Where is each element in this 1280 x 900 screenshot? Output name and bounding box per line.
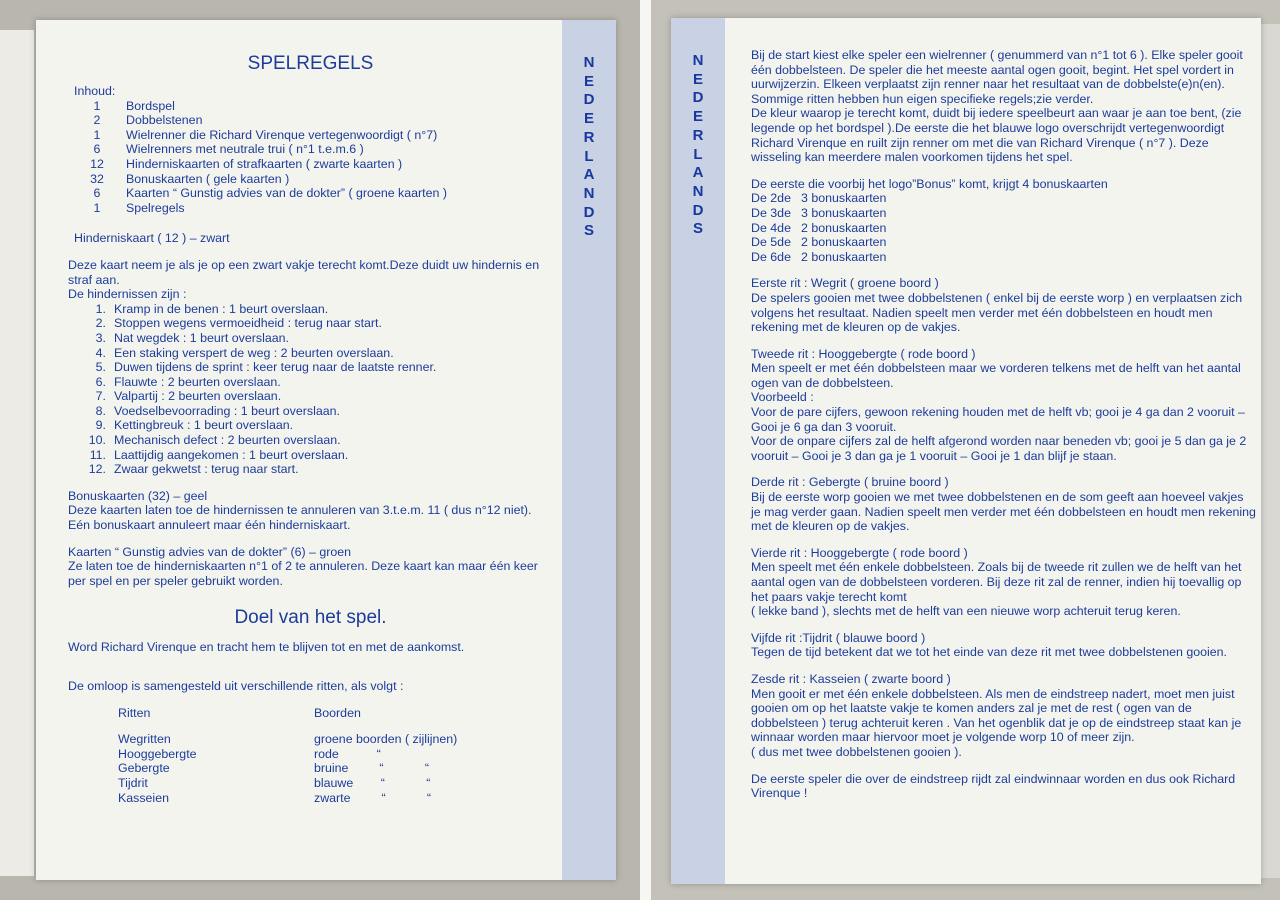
rit4-heading: Vierde rit : Hooggebergte ( rode boord ) — [751, 545, 968, 560]
rit-row — [68, 776, 553, 791]
rit-name: Kasseien — [118, 790, 169, 805]
hindernis-row — [68, 302, 553, 317]
hindernis-number: 5. — [95, 360, 106, 375]
rit2-voorbeeld: Voorbeeld : — [751, 390, 814, 405]
language-strip — [671, 18, 725, 884]
hindernis-row — [68, 433, 553, 448]
inhoud-row — [68, 113, 553, 128]
language-strip — [562, 20, 616, 880]
rit-boord: zwarte “ “ — [314, 790, 432, 805]
hindernis-item: Duwen tijdens de sprint : keer terug naar de laatste renner. — [114, 360, 437, 375]
side-label: N E D E R L A N D S — [583, 54, 595, 240]
inhoud-item: Wielrenner die Richard Virenque vertegenwoordigt ( n°7) — [126, 127, 438, 142]
hindernis-number: 8. — [95, 403, 106, 418]
hindernis-item: Nat wegdek : 1 beurt overslaan. — [114, 330, 289, 345]
inhoud-item: Kaarten “ Gunstig advies van de dokter” ( groene kaarten ) — [126, 186, 447, 201]
hindernis-row — [68, 375, 553, 390]
bonus-text: Deze kaarten laten toe de hindernissen te annuleren van 3.t.e.m. 11 ( dus n°12 niet). Eén bonuskaart annuleert maar één hinderniskaart. — [68, 503, 532, 533]
hindernis-number: 11. — [89, 447, 106, 462]
rit-boord: blauwe “ “ — [314, 775, 431, 790]
boorden-header: Boorden — [314, 705, 361, 720]
page-title: SPELREGELS — [247, 53, 374, 74]
hindernis-heading: Hinderniskaart ( 12 ) – zwart — [74, 231, 230, 246]
rit6-text-2: ( dus met twee dobbelstenen gooien ). — [751, 744, 962, 759]
rit4-text: Men speelt met één enkele dobbelsteen. Zoals bij de tweede rit zullen we de helft van het aantal ogen van de dobbelsteen vorderen. Bij deze rit zal de renner, indien hij toevallig op het paars vakje terecht komt — [751, 560, 1242, 604]
rit6-heading: Zesde rit : Kasseien ( zwarte boord ) — [751, 671, 951, 686]
inhoud-row — [68, 172, 553, 187]
rit3-text: Bij de eerste worp gooien we met twee dobbelstenen en de som geeft aan hoeveel vakjes je mag verder gaan. Nadien speelt men verder met één dobbelsteen en houdt men rekening met de kleuren op de vakjes. — [751, 490, 1256, 534]
rit-boord: groene boorden ( zijlijnen) — [314, 732, 458, 747]
rit6-text: Men gooit er met één enkele dobbelsteen. Als men de eindstreep nadert, moet men juist gooien om op het laatste vakje te komen anders zal je met de rest ( ogen van de dobbelsteen ) terug achteruit keren . Van het ogenblik dat je op de eindstreep staat kan je winnaar worden maar hiervoor moet je volgende worp 10 of meer zijn. — [751, 686, 1242, 745]
hindernis-item: Voedselbevoorrading : 1 beurt overslaan. — [114, 403, 340, 418]
rit-boord: rode “ — [314, 746, 381, 761]
left-page-content — [68, 48, 553, 805]
rit5-heading: Vijfde rit :Tijdrit ( blauwe boord ) — [751, 630, 926, 645]
hindernis-item: Een staking verspert de weg : 2 beurten overslaan. — [114, 345, 394, 360]
inhoud-qty: 32 — [90, 171, 104, 186]
inhoud-item: Hinderniskaarten of strafkaarten ( zwarte kaarten ) — [126, 156, 403, 171]
hindernis-row — [68, 331, 553, 346]
inhoud-row — [68, 99, 553, 114]
hindernis-number: 6. — [95, 374, 106, 389]
hindernis-row — [68, 462, 553, 477]
hindernis-row — [68, 448, 553, 463]
inhoud-item: Dobbelstenen — [126, 113, 203, 128]
inhoud-row — [68, 186, 553, 201]
inhoud-item: Spelregels — [126, 200, 185, 215]
inhoud-row — [68, 142, 553, 157]
dokter-heading: Kaarten “ Gunstig advies van de dokter” (6) – groen — [68, 544, 352, 559]
hindernis-number: 1. — [95, 301, 106, 316]
bonus-row — [751, 206, 1256, 221]
inhoud-qty: 6 — [93, 186, 101, 201]
hindernis-row — [68, 346, 553, 361]
bonus-cards: 2 bonuskaarten — [801, 235, 887, 250]
ritten-header: Ritten — [118, 705, 151, 720]
hindernis-item: Stoppen wegens vermoeidheid : terug naar start. — [114, 316, 382, 331]
hindernis-item: Kettingbreuk : 1 beurt overslaan. — [114, 418, 294, 433]
inhoud-label: Inhoud: — [74, 84, 116, 98]
right-photo — [651, 0, 1280, 900]
inhoud-qty: 1 — [93, 127, 101, 142]
bonus-heading: Bonuskaarten (32) – geel — [68, 488, 208, 503]
outro-text: De eerste speler die over de eindstreep rijdt zal eindwinnaar worden en dus ook Richard Virenque ! — [751, 771, 1236, 801]
doel-title: Doel van het spel. — [234, 607, 387, 629]
hindernis-number: 12. — [88, 462, 106, 477]
rit5-text: Tegen de tijd betekent dat we tot het einde van deze rit met twee dobbelstenen gooien. — [751, 645, 1227, 660]
omloop-text: De omloop is samengesteld uit verschillende ritten, als volgt : — [68, 679, 404, 693]
hindernis-item: Kramp in de benen : 1 beurt overslaan. — [114, 301, 329, 316]
hindernis-item: Flauwte : 2 beurten overslaan. — [114, 374, 281, 389]
rit2-paar: Voor de pare cijfers, gewoon rekening houden met de helft vb; gooi je 4 ga dan 2 vooruit – Gooi je 6 ga dan 3 vooruit. — [751, 405, 1245, 434]
inhoud-row — [68, 128, 553, 143]
photo-divider — [640, 0, 651, 900]
side-label: N E D E R L A N D S — [692, 52, 704, 238]
hindernis-row — [68, 418, 553, 433]
hindernis-row — [68, 404, 553, 419]
hindernis-number: 4. — [95, 345, 106, 360]
bonus-cards: 2 bonuskaarten — [801, 220, 887, 235]
hindernis-item: Mechanisch defect : 2 beurten overslaan. — [114, 433, 341, 448]
bonus-place: De 4de — [751, 220, 791, 235]
dokter-text: Ze laten toe de hinderniskaarten n°1 of 2 te annuleren. Deze kaart kan maar één keer per spel en per speler gebruikt worden. — [68, 559, 538, 588]
ritten-header-row — [68, 706, 553, 721]
rit-name: Wegritten — [118, 732, 171, 747]
inhoud-qty: 1 — [93, 200, 101, 215]
inhoud-item: Bordspel — [126, 98, 175, 113]
hindernis-row — [68, 316, 553, 331]
doel-text: Word Richard Virenque en tracht hem te blijven tot en met de aankomst. — [68, 640, 465, 655]
hindernis-item: Valpartij : 2 beurten overslaan. — [114, 389, 282, 404]
inhoud-item: Bonuskaarten ( gele kaarten ) — [126, 171, 290, 186]
bonus-cards: 2 bonuskaarten — [801, 249, 887, 264]
hindernis-number: 9. — [95, 418, 106, 433]
bonus-place: De 2de — [751, 191, 791, 206]
bonus-place: De 5de — [751, 235, 791, 250]
rit4-text-2: ( lekke band ), slechts met de helft van een nieuwe worp achteruit terug keren. — [751, 604, 1181, 619]
bonus-row — [751, 250, 1256, 265]
hindernissen-label: De hindernissen zijn : — [68, 287, 187, 302]
inhoud-row — [68, 157, 553, 172]
hindernis-number: 2. — [95, 316, 106, 331]
inhoud-qty: 1 — [93, 98, 101, 113]
inhoud-row — [68, 201, 553, 216]
hindernis-number: 10. — [88, 433, 106, 448]
hindernis-item: Zwaar gekwetst : terug naar start. — [114, 462, 299, 477]
bonus-row — [751, 235, 1256, 250]
hindernis-item: Laattijdig aangekomen : 1 beurt overslaan. — [114, 447, 349, 462]
rit-name: Tijdrit — [118, 775, 148, 790]
bonus-place: De 3de — [751, 205, 791, 220]
bonus-row — [751, 221, 1256, 236]
right-booklet-page — [671, 18, 1261, 884]
hindernis-row — [68, 360, 553, 375]
hindernis-text: Deze kaart neem je als je op een zwart vakje terecht komt.Deze duidt uw hindernis en straf aan. — [68, 257, 540, 287]
hindernissen-list — [68, 302, 553, 477]
bonus-cards: 3 bonuskaarten — [801, 191, 887, 206]
hindernis-row — [68, 389, 553, 404]
rit-row — [68, 732, 553, 747]
underlying-page-edge — [1261, 24, 1280, 878]
left-booklet-page — [36, 20, 616, 880]
bonus-intro: De eerste die voorbij het logo”Bonus” komt, krijgt 4 bonuskaarten — [751, 176, 1108, 191]
rit2-onpaar: Voor de onpare cijfers zal de helft afgerond worden naar beneden vb; gooi je 5 dan ga je 2 vooruit – Gooi je 3 dan ga je 1 vooruit – Gooi je 1 dan blijf je staan. — [751, 434, 1247, 463]
inhoud-list — [68, 99, 553, 216]
underlying-page-edge — [0, 30, 34, 876]
inhoud-item: Wielrenners met neutrale trui ( n°1 t.e.m.6 ) — [126, 142, 364, 157]
hindernis-number: 3. — [95, 330, 106, 345]
rit-name: Gebergte — [118, 761, 170, 776]
rit-boord: bruine “ “ — [314, 761, 429, 776]
bonus-list — [751, 191, 1256, 264]
rit-row — [68, 791, 553, 806]
rit1-text: De spelers gooien met twee dobbelstenen ( enkel bij de eerste worp ) en verplaatsen zich volgens het resultaat. Nadien speelt men verder met één dobbelsteen en houdt men rekening met de kleuren op de vakjes. — [751, 290, 1243, 335]
inhoud-qty: 6 — [93, 142, 101, 157]
rit-row — [68, 761, 553, 776]
inhoud-qty: 12 — [90, 156, 104, 171]
rit2-text: Men speelt er met één dobbelsteen maar we vorderen telkens met de helft van het aantal ogen van de dobbelsteen. — [751, 361, 1241, 390]
kleur-text: De kleur waarop je terecht komt, duidt bij iedere speelbeurt aan waar je aan toe bent, (zie legende op het bordspel ).De eerste die het blauwe logo overschrijdt vertegenwoordigt Richard Virenque en ruilt zijn renner om met die van Richard Virenque ( n°7 ). Deze wisseling kan meerdere malen voorkomen tijdens het spel. — [751, 106, 1242, 165]
rit-row — [68, 747, 553, 762]
ritten-table — [68, 732, 553, 805]
bonus-place: De 6de — [751, 249, 791, 264]
rit3-heading: Derde rit : Gebergte ( bruine boord ) — [751, 475, 949, 490]
bonus-cards: 3 bonuskaarten — [801, 205, 887, 220]
intro-text: Bij de start kiest elke speler een wielrenner ( genummerd van n°1 tot 6 ). Elke speler gooit één dobbelsteen. De speler die het meeste aantal ogen gooit, begint. Het spel vordert in uurwijzerzin. Elkeen verplaatst zijn renner naar het resultaat van de dobbelste(e)n(en). Sommige ritten hebben hun eigen specifieke regels;zie verder. — [751, 48, 1243, 106]
hindernis-number: 7. — [95, 389, 106, 404]
rit1-heading: Eerste rit : Wegrit ( groene boord ) — [751, 276, 939, 291]
bonus-row — [751, 191, 1256, 206]
inhoud-qty: 2 — [93, 113, 101, 128]
rit2-heading: Tweede rit : Hooggebergte ( rode boord ) — [751, 346, 976, 361]
right-page-content — [751, 48, 1256, 801]
rit-name: Hooggebergte — [118, 746, 197, 761]
